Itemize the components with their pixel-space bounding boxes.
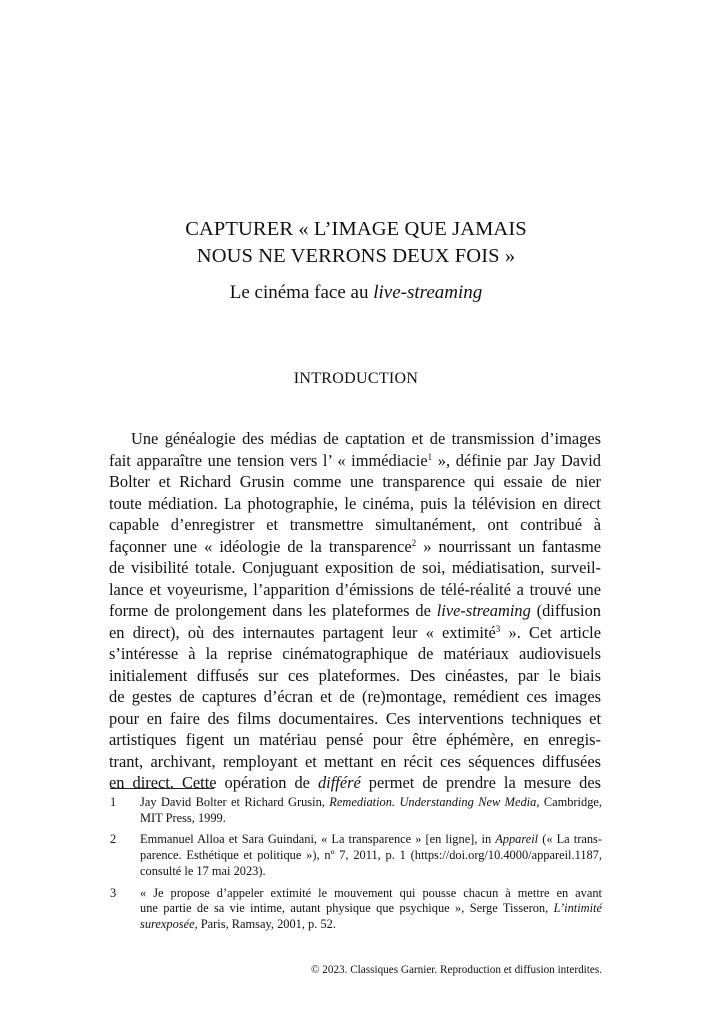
- footnote-line: consulté le 17 mai 2023).: [140, 863, 266, 878]
- chapter-title-line-2: NOUS NE VERRONS DEUX FOIS »: [196, 245, 516, 267]
- body-line: en direct), où des internautes partagent leur « extimité$^3$ ». Cet article: [109, 622, 601, 642]
- footnote-3: [110, 886, 602, 933]
- footnote-line: Jay David Bolter et Richard Grusin, Remediation. Understanding New Media, Cambridge,: [140, 795, 602, 809]
- footnote-ref-1[interactable]: 1: [427, 451, 433, 462]
- body-line: de gestes de captures d’écran et de (re)montage, remédient ces images: [109, 687, 601, 706]
- footnote-number: 2: [110, 832, 117, 847]
- body-line: forme de prolongement dans les plateformes de live-streaming (diffusion: [109, 601, 601, 620]
- copyright-notice: © 2023. Classiques Garnier. Reproduction et diffusion interdites.: [310, 964, 602, 976]
- footnote-2: [110, 832, 602, 879]
- footnote-line: MIT Press, 1999.: [140, 810, 226, 825]
- body-line: façonner une « idéologie de la transparence$^2$ » nourrissant un fantasme: [109, 536, 601, 556]
- footnote-1: [110, 795, 602, 826]
- footnote-number: 1: [110, 795, 117, 809]
- footnote-ref-3[interactable]: 3: [495, 623, 501, 634]
- chapter-title: [110, 216, 602, 270]
- footnote-line: surexposée, Paris, Ramsay, 2001, p. 52.: [140, 916, 336, 931]
- body-line: artistiques figent un matériau pensé pour être éphémère, en enregis-: [109, 730, 601, 749]
- body-line: fait apparaître une tension vers l’ « immédiacie$^1$ », définie par Jay David: [109, 450, 601, 470]
- chapter-title-line-1: CAPTURER « L’IMAGE QUE JAMAIS: [185, 218, 527, 240]
- body-line: s’intéresse à la reprise cinématographique de matériaux audiovisuels: [109, 644, 601, 663]
- body-line: toute médiation. La photographie, le cinéma, puis la télévision en direct: [109, 493, 601, 513]
- footnote-line: « Je propose d’appeler extimité le mouvement qui pousse chacun à mettre en avant: [140, 885, 602, 900]
- subtitle-text: Le cinéma face au: [229, 282, 374, 303]
- footnote-ref-2[interactable]: 2: [411, 537, 417, 548]
- footnotes: [110, 795, 602, 939]
- subtitle-emphasis: live-streaming: [373, 282, 483, 303]
- body-line: lance et voyeurisme, l’apparition d’émissions de télé-réalité a trouvé une: [109, 579, 601, 599]
- body-line: pour en faire des films documentaires. Ces interventions techniques et: [109, 708, 601, 728]
- body-line: capable d’enregistrer et transmettre simultanément, ont contribué à: [109, 515, 601, 534]
- body-paragraph: [109, 428, 601, 794]
- body-line: trant, archivant, remployant et mettant en récit ces séquences diffusées: [109, 751, 601, 771]
- footnote-line: Emmanuel Alloa et Sara Guindani, « La transparence » [en ligne], in Appareil (« La trans-: [140, 832, 602, 847]
- body-line: Bolter et Richard Grusin comme une transparence qui essaie de nier: [109, 472, 601, 491]
- section-heading: INTRODUCTION: [293, 370, 419, 387]
- footnote-divider: [110, 788, 214, 789]
- chapter-subtitle: [110, 281, 602, 305]
- body-line: en direct. Cette opération de différé permet de prendre la mesure des: [109, 773, 601, 792]
- body-line: de visibilité totale. Conjuguant exposition de soi, médiatisation, surveil-: [109, 558, 601, 577]
- body-line: initialement diffusés sur ces plateformes. Des cinéastes, par le biais: [109, 665, 601, 685]
- footnote-line: une partie de sa vie intime, autant physique que psychique », Serge Tisseron, L’intimité: [140, 901, 602, 916]
- footnote-line: parence. Esthétique et politique »), nº 7, 2011, p. 1 (https://doi.org/10.4000/appareil.1187,: [140, 848, 602, 863]
- body-line: Une généalogie des médias de captation et de transmission d’images: [131, 429, 601, 448]
- footnote-number: 3: [110, 885, 117, 900]
